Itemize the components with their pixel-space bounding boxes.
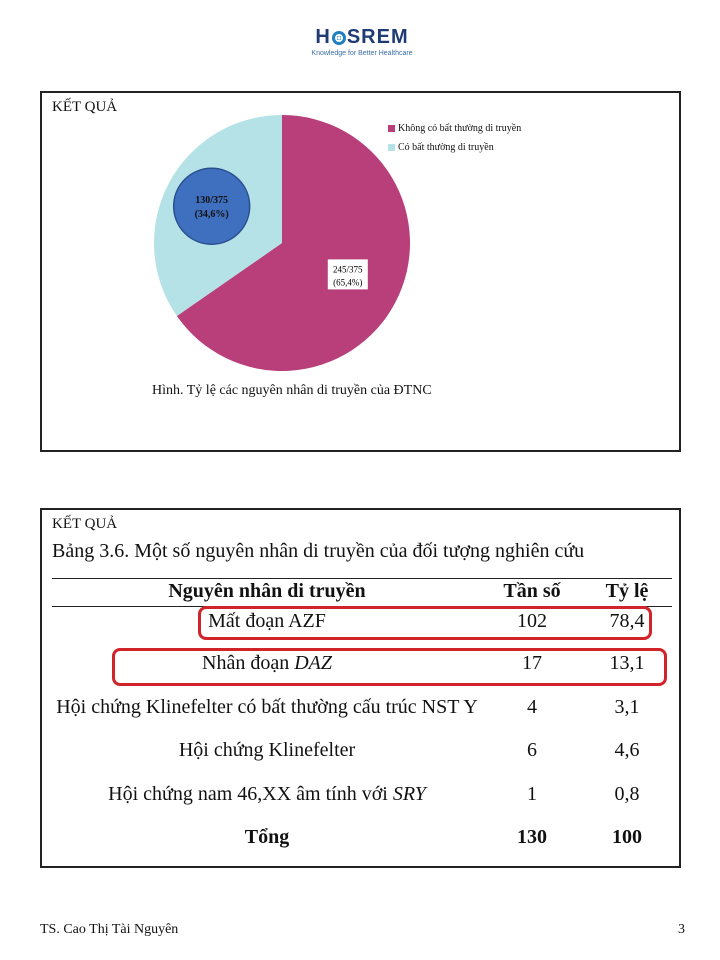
figure-caption: Hình. Tỷ lệ các nguyên nhân di truyền của ĐTNC xyxy=(152,383,432,398)
table-row-percent: 3,1 xyxy=(614,696,640,718)
legend-swatch xyxy=(388,144,395,151)
cause-text: Nhân đoạn xyxy=(202,652,295,674)
highlight-box-azf xyxy=(198,606,652,640)
table-row-frequency: 1 xyxy=(527,783,537,805)
column-header-percent: Tỷ lệ xyxy=(605,580,649,602)
logo-wordmark xyxy=(300,26,424,48)
table-title: Bảng 3.6. Một số nguyên nhân di truyền của đối tượng nghiên cứu xyxy=(52,540,585,562)
slice-label-percent: (34,6%) xyxy=(194,209,229,221)
cause-text: Mất đoạn AZF xyxy=(208,610,326,632)
legend-item-abnormality xyxy=(388,138,521,157)
logo-tagline: Knowledge for Better Healthcare xyxy=(311,50,413,57)
legend-label: Không có bất thường di truyền xyxy=(398,123,522,134)
table-total-frequency: 130 xyxy=(517,826,547,848)
slice-label-count: 245/375 xyxy=(333,264,363,275)
pie-chart xyxy=(152,113,412,373)
table-row-frequency: 17 xyxy=(522,652,542,674)
hosrem-logo xyxy=(300,26,424,62)
cause-text: Hội chứng nam 46,XX âm tính với xyxy=(108,783,393,805)
table-top-rule xyxy=(52,578,672,579)
table-row-percent: 78,4 xyxy=(609,610,645,632)
logo-circle-icon xyxy=(332,31,346,45)
table-row-percent: 13,1 xyxy=(609,652,645,674)
table-row-cause: Hội chứng Klinefelter xyxy=(178,739,356,761)
slice-label-percent: (65,4%) xyxy=(333,277,363,288)
table-total-percent: 100 xyxy=(612,826,642,848)
table-row-percent: 0,8 xyxy=(614,783,640,805)
highlight-box-daz xyxy=(112,648,667,686)
legend-swatch xyxy=(388,125,395,132)
chart-legend xyxy=(388,119,521,157)
slice-label-count: 130/375 xyxy=(195,195,229,207)
slide-results-chart xyxy=(40,91,681,452)
slide-heading: KẾT QUẢ xyxy=(52,516,118,532)
logo-letters-srem: SREM xyxy=(346,26,409,48)
table-row-cause: Hội chứng Klinefelter có bất thường cấu trúc NST Y xyxy=(56,696,478,718)
column-header-frequency: Tần số xyxy=(503,580,561,602)
page-number: 3 xyxy=(678,922,685,937)
table-row-frequency: 6 xyxy=(527,739,537,761)
table-total-label: Tổng xyxy=(244,826,290,848)
cause-gene-italic: SRY xyxy=(392,783,426,805)
slide-results-table xyxy=(40,508,681,868)
table-row-frequency: 102 xyxy=(517,610,547,632)
footer-author: TS. Cao Thị Tài Nguyên xyxy=(40,922,179,937)
logo-letter-h: H xyxy=(315,26,331,48)
legend-label: Có bất thường di truyền xyxy=(398,142,494,153)
column-header-cause: Nguyên nhân di truyền xyxy=(168,580,366,602)
table-row-cause xyxy=(52,783,482,806)
table-row-percent: 4,6 xyxy=(614,739,640,761)
slide-heading: KẾT QUẢ xyxy=(52,99,118,115)
cause-gene-italic: DAZ xyxy=(294,652,332,674)
table-row-frequency: 4 xyxy=(527,696,537,718)
legend-item-no-abnormality xyxy=(388,119,521,138)
